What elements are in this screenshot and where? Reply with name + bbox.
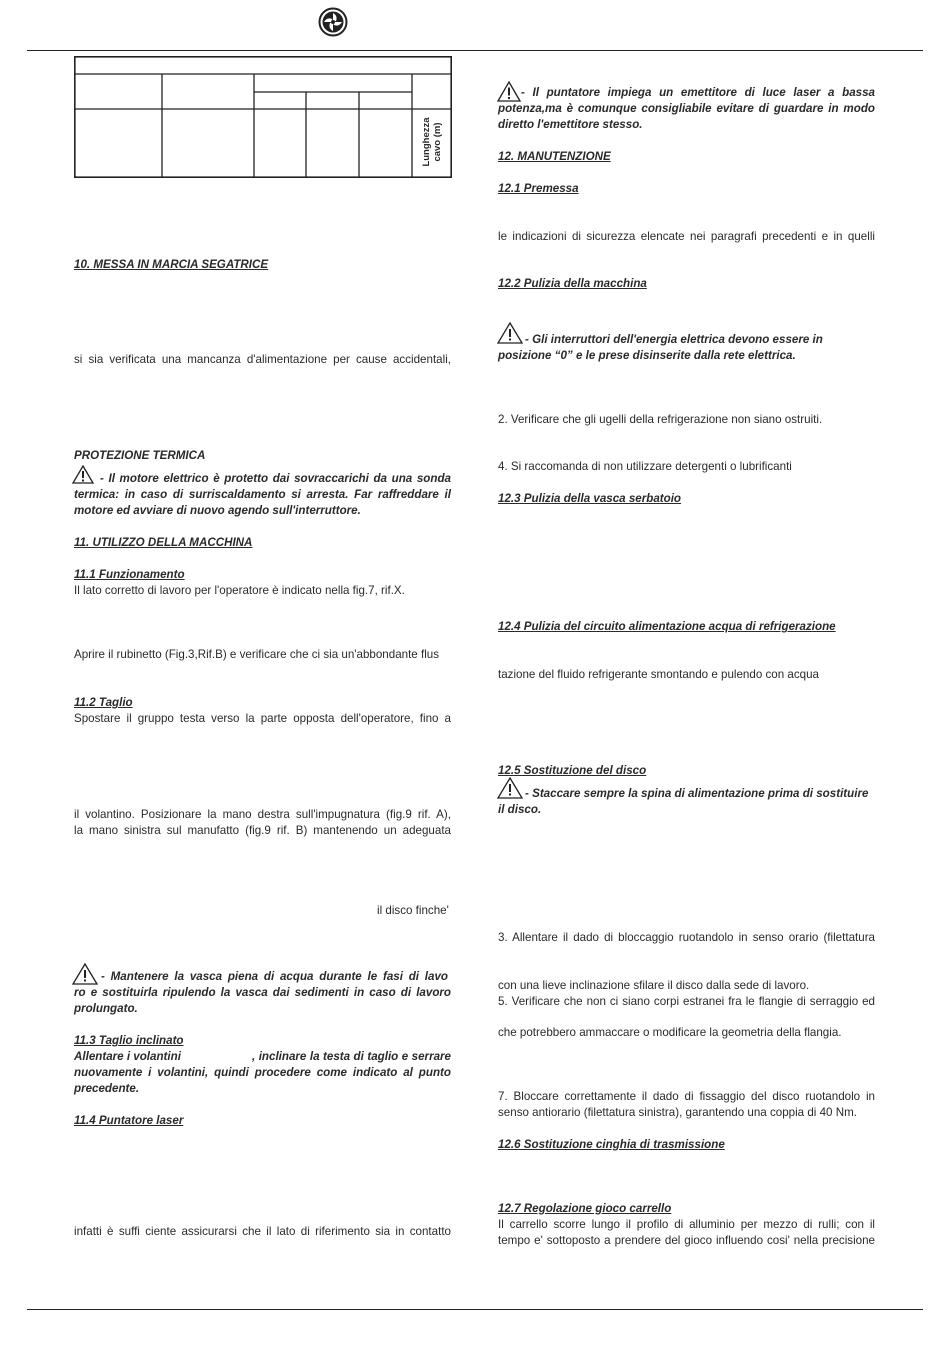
machine-cleaning-item-2: 2. Verificare che gli ugelli della refrigerazione non siano ostruiti. <box>498 413 823 426</box>
section-11-2-text-3: il disco finche' <box>377 904 449 917</box>
section-11-2-title: 11.2 Taglio <box>74 696 133 709</box>
warning-icon <box>72 963 98 987</box>
disc-item-3: 3. Allentare il dado di bloccaggio ruotandolo in senso orario (filettatura <box>498 931 875 944</box>
section-11-1-text-2: Aprire il rubinetto (Fig.3,Rif.B) e verificare che ci sia un'abbondante flus <box>74 648 440 661</box>
warning-icon <box>72 465 94 486</box>
machine-cleaning-warning-line-1: - Gli interruttori dell'energia elettrica devono essere in <box>525 333 823 346</box>
tank-warning-line-1: - Mantenere la vasca piena di acqua durante le fasi di lavo <box>101 970 448 983</box>
section-11-3-title: 11.3 Taglio inclinato <box>74 1034 184 1047</box>
section-11-title: 11. UTILIZZO DELLA MACCHINA <box>74 536 253 549</box>
section-12-3-title: 12.3 Pulizia della vasca serbatoio <box>498 492 682 505</box>
section-12-7-line-1: Il carrello scorre lungo il profilo di alluminio per mezzo di rulli; con il <box>498 1218 875 1231</box>
machine-cleaning-warning-line-2: posizione “0” e le prese disinserite dalla rete elettrica. <box>498 349 796 362</box>
section-11-1-text: Il lato corretto di lavoro per l'operatore è indicato nella fig.7, rif.X. <box>74 584 405 597</box>
section-12-1-title: 12.1 Premessa <box>498 182 579 195</box>
section-11-3-line-2: nuovamente i volantini, quindi procedere come indicato al punto <box>74 1066 451 1079</box>
section-12-1-text: le indicazioni di sicurezza elencate nei paragrafi precedenti e in quelli <box>498 230 875 243</box>
section-12-5-title: 12.5 Sostituzione del disco <box>498 764 647 777</box>
laser-warning-line-2: potenza,ma è comunque consigliabile evitare di guardare in modo <box>498 102 875 115</box>
machine-cleaning-item-4: 4. Si raccomanda di non utilizzare detergenti o lubrificanti <box>498 460 792 473</box>
section-12-7-line-2: tempo e' sottoposto a prendere del gioco influendo cosi' nella precisione <box>498 1234 875 1247</box>
disc-text-a: con una lieve inclinazione sfilare il disco dalla sede di lavoro. <box>498 979 810 992</box>
header-rule <box>27 50 923 51</box>
section-10-title: 10. MESSA IN MARCIA SEGATRICE <box>74 258 269 271</box>
cable-table <box>74 56 452 178</box>
disc-item-7-line-1: 7. Bloccare correttamente il dado di fissaggio del disco ruotandolo in <box>498 1090 875 1103</box>
section-11-2-text-2b: la mano sinistra sul manufatto (fig.9 rif. B) mantenendo un adeguata <box>74 824 451 837</box>
thermal-protection-title: PROTEZIONE TERMICA <box>74 449 206 462</box>
circular-brand-logo-icon <box>318 7 348 37</box>
section-11-3-line-1b: , inclinare la testa di taglio e serrare <box>252 1050 451 1063</box>
section-12-title: 12. MANUTENZIONE <box>498 150 611 163</box>
section-11-2-text: Spostare il gruppo testa verso la parte opposta dell'operatore, fino a <box>74 712 451 725</box>
thermal-warning-line-3: motore ed avviare di nuovo agendo sull'interruttore. <box>74 504 361 517</box>
tank-warning-line-3: prolungato. <box>74 1002 138 1015</box>
section-12-2-title: 12.2 Pulizia della macchina <box>498 277 647 290</box>
footer-rule <box>27 1309 923 1310</box>
warning-icon <box>497 322 523 346</box>
disc-item-5: 5. Verificare che non ci siano corpi estranei fra le flangie di serraggio ed <box>498 995 875 1008</box>
disc-warning-line-1: - Staccare sempre la spina di alimentazione prima di sostituire <box>525 787 869 800</box>
disc-item-7-line-2: senso antiorario (filettatura sinistra), garantendo una coppia di 40 Nm. <box>498 1106 857 1119</box>
thermal-warning-line-1: - Il motore elettrico è protetto dai sovraccarichi da una sonda <box>100 472 451 485</box>
section-12-4-title: 12.4 Pulizia del circuito alimentazione acqua di refrigerazione <box>498 620 836 633</box>
section-11-1-title: 11.1 Funzionamento <box>74 568 185 581</box>
laser-warning-line-3: diretto l'emettitore stesso. <box>498 118 643 131</box>
tank-warning-line-2: ro e sostituirla ripulendo la vasca dai sedimenti in caso di lavoro <box>74 986 451 999</box>
section-10-text: si sia verificata una mancanza d'alimentazione per cause accidentali, <box>74 353 451 366</box>
section-12-6-title: 12.6 Sostituzione cinghia di trasmissione <box>498 1138 725 1151</box>
section-12-4-text: tazione del fluido refrigerante smontando e pulendo con acqua <box>498 668 819 681</box>
section-11-3-line-3: precedente. <box>74 1082 140 1095</box>
cable-length-label-1: Lunghezza <box>421 117 432 167</box>
cable-length-header <box>414 112 450 172</box>
laser-warning-line-1: - Il puntatore impiega un emettitore di luce laser a bassa <box>521 86 875 99</box>
thermal-warning-line-2: termica: in caso di surriscaldamento si arresta. Far raffreddare il <box>74 488 451 501</box>
disc-text-b: che potrebbero ammaccare o modificare la geometria della flangia. <box>498 1026 842 1039</box>
section-12-7-title: 12.7 Regolazione gioco carrello <box>498 1202 672 1215</box>
section-11-4-title: 11.4 Puntatore laser <box>74 1114 184 1127</box>
section-11-4-text: infatti è suffi ciente assicurarsi che il lato di riferimento sia in contatto <box>74 1225 451 1238</box>
section-11-2-text-2a: il volantino. Posizionare la mano destra sull'impugnatura (fig.9 rif. A), <box>74 808 451 821</box>
cable-length-label-2: cavo (m) <box>432 122 443 162</box>
section-11-3-line-1a: Allentare i volantini <box>74 1050 181 1063</box>
warning-icon <box>497 777 523 801</box>
disc-warning-line-2: il disco. <box>498 803 542 816</box>
